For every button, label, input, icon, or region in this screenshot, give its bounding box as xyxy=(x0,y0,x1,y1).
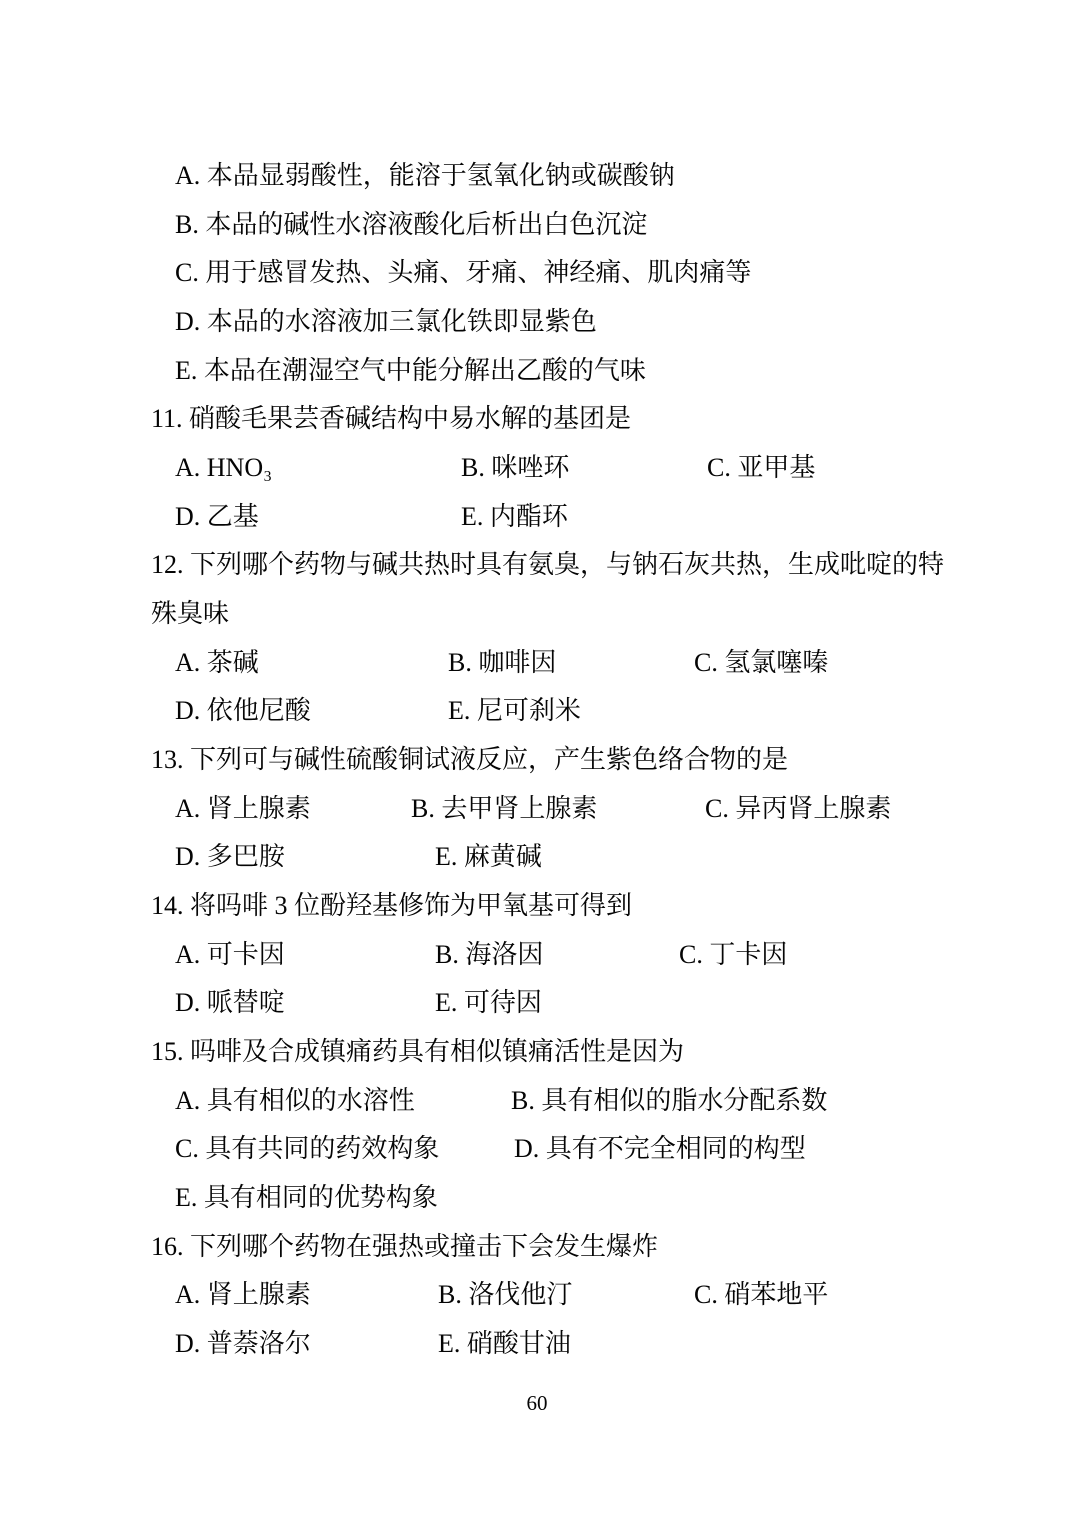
question-12-option-d: D. 依他尼酸 xyxy=(175,696,311,725)
question-11-option-b: B. 咪唑环 xyxy=(461,453,570,482)
question-14-option-d: D. 哌替啶 xyxy=(175,988,285,1017)
question-12-stem-line2: 殊臭味 xyxy=(151,599,230,628)
prev-question-option-b: B. 本品的碱性水溶液酸化后析出白色沉淀 xyxy=(175,210,648,239)
question-16-option-c: C. 硝苯地平 xyxy=(694,1280,829,1309)
question-16-option-b: B. 洛伐他汀 xyxy=(438,1280,573,1309)
question-14-option-c: C. 丁卡因 xyxy=(679,940,788,969)
question-11-option-c: C. 亚甲基 xyxy=(707,453,816,482)
question-15-option-e: E. 具有相同的优势构象 xyxy=(175,1183,438,1212)
prev-question-option-e: E. 本品在潮湿空气中能分解出乙酸的气味 xyxy=(175,356,646,385)
question-13-option-b: B. 去甲肾上腺素 xyxy=(411,794,598,823)
question-15-option-b: B. 具有相似的脂水分配系数 xyxy=(511,1086,828,1115)
question-11-option-e: E. 内酯环 xyxy=(461,502,568,531)
question-13-option-a: A. 肾上腺素 xyxy=(175,794,311,823)
question-14-option-b: B. 海洛因 xyxy=(435,940,544,969)
question-13-option-c: C. 异丙肾上腺素 xyxy=(705,794,892,823)
prev-question-option-a: A. 本品显弱酸性，能溶于氢氧化钠或碳酸钠 xyxy=(175,161,675,190)
page-number: 60 xyxy=(526,1391,548,1415)
question-16-option-a: A. 肾上腺素 xyxy=(175,1280,311,1309)
question-11-option-a: A. HNO₃ xyxy=(175,453,273,482)
question-11-stem: 11. 硝酸毛果芸香碱结构中易水解的基团是 xyxy=(151,404,632,433)
question-15-stem: 15. 吗啡及合成镇痛药具有相似镇痛活性是因为 xyxy=(151,1037,685,1066)
question-16-option-d: D. 普萘洛尔 xyxy=(175,1329,311,1358)
prev-question-option-c: C. 用于感冒发热、头痛、牙痛、神经痛、肌肉痛等 xyxy=(175,258,752,287)
question-16-option-e: E. 硝酸甘油 xyxy=(438,1329,571,1358)
question-12-option-c: C. 氢氯噻嗪 xyxy=(694,648,829,677)
question-16-stem: 16. 下列哪个药物在强热或撞击下会发生爆炸 xyxy=(151,1232,659,1261)
question-15-option-d: D. 具有不完全相同的构型 xyxy=(514,1134,806,1163)
question-11-option-d: D. 乙基 xyxy=(175,502,259,531)
question-12-stem-line1: 12. 下列哪个药物与碱共热时具有氨臭，与钠石灰共热，生成吡啶的特 xyxy=(151,550,945,579)
question-14-stem: 14. 将吗啡 3 位酚羟基修饰为甲氧基可得到 xyxy=(151,891,633,920)
question-13-option-e: E. 麻黄碱 xyxy=(435,842,542,871)
question-13-stem: 13. 下列可与碱性硫酸铜试液反应，产生紫色络合物的是 xyxy=(151,745,789,774)
question-12-option-a: A. 茶碱 xyxy=(175,648,259,677)
question-15-option-c: C. 具有共同的药效构象 xyxy=(175,1134,440,1163)
question-15-option-a: A. 具有相似的水溶性 xyxy=(175,1086,415,1115)
question-12-option-b: B. 咖啡因 xyxy=(448,648,557,677)
prev-question-option-d: D. 本品的水溶液加三氯化铁即显紫色 xyxy=(175,307,597,336)
question-12-option-e: E. 尼可刹米 xyxy=(448,696,581,725)
question-13-option-d: D. 多巴胺 xyxy=(175,842,285,871)
question-14-option-e: E. 可待因 xyxy=(435,988,542,1017)
question-14-option-a: A. 可卡因 xyxy=(175,940,285,969)
